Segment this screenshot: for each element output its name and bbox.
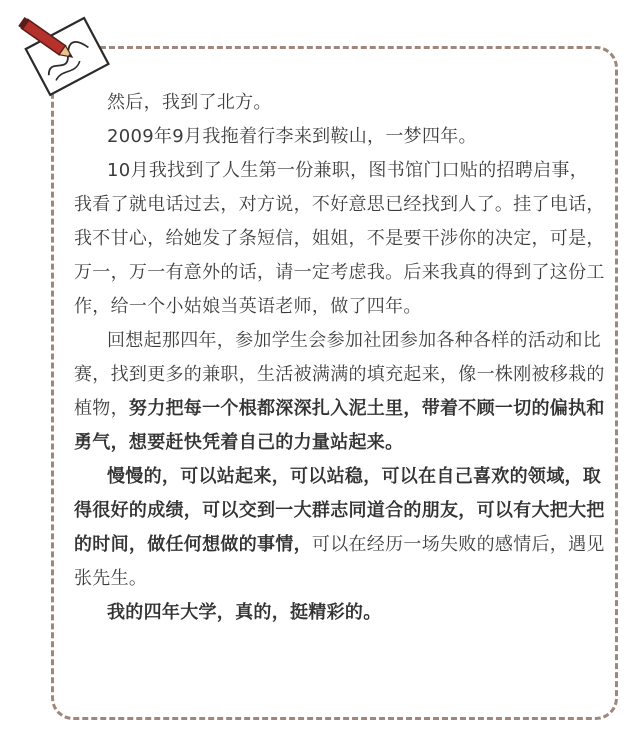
paragraph-6 [74, 596, 606, 630]
paragraph-3: 10月我找到了人生第一份兼职，图书馆门口贴的招聘启事，我看了就电话过去，对方说，不好意思已经找到人了。挂了电话，我不甘心，给她发了条短信，姐姐，不是要干涉你的决定，可是，万一，万一有意外的话，请一定考虑我。后来我真的得到了这份工作，给一个小姑娘当英语老师，做了四年。 [74, 160, 605, 317]
paragraph-4 [74, 324, 606, 460]
paragraph-6-emphasis: 我的四年大学，真的，挺精彩的。 [107, 602, 382, 623]
paragraph-1: 然后，我到了北方。 [107, 92, 272, 113]
paragraph-4-emphasis: 努力把每一个根都深深扎入泥土里，带着不顾一切的偏执和勇气，想要赶快凭着自己的力量站起来。 [74, 398, 605, 453]
article-body [74, 86, 606, 630]
paragraph-5-text: 可以在经历一场失败的感情后，遇见张先生。 [74, 534, 605, 589]
paragraph-5-emphasis: 慢慢的，可以站起来，可以站稳，可以在自己喜欢的领域，取得很好的成绩，可以交到一大群志同道合的朋友，可以有大把大把的时间，做任何想做的事情， [74, 466, 605, 555]
paragraph-2: 2009年9月我拖着行李来到鞍山，一梦四年。 [107, 126, 477, 147]
paragraph-5 [74, 460, 606, 596]
paragraph-4-text: 回想起那四年，参加学生会参加社团参加各种各样的活动和比赛，找到更多的兼职，生活被满满的填充起来，像一株刚被移栽的植物， [74, 330, 605, 419]
